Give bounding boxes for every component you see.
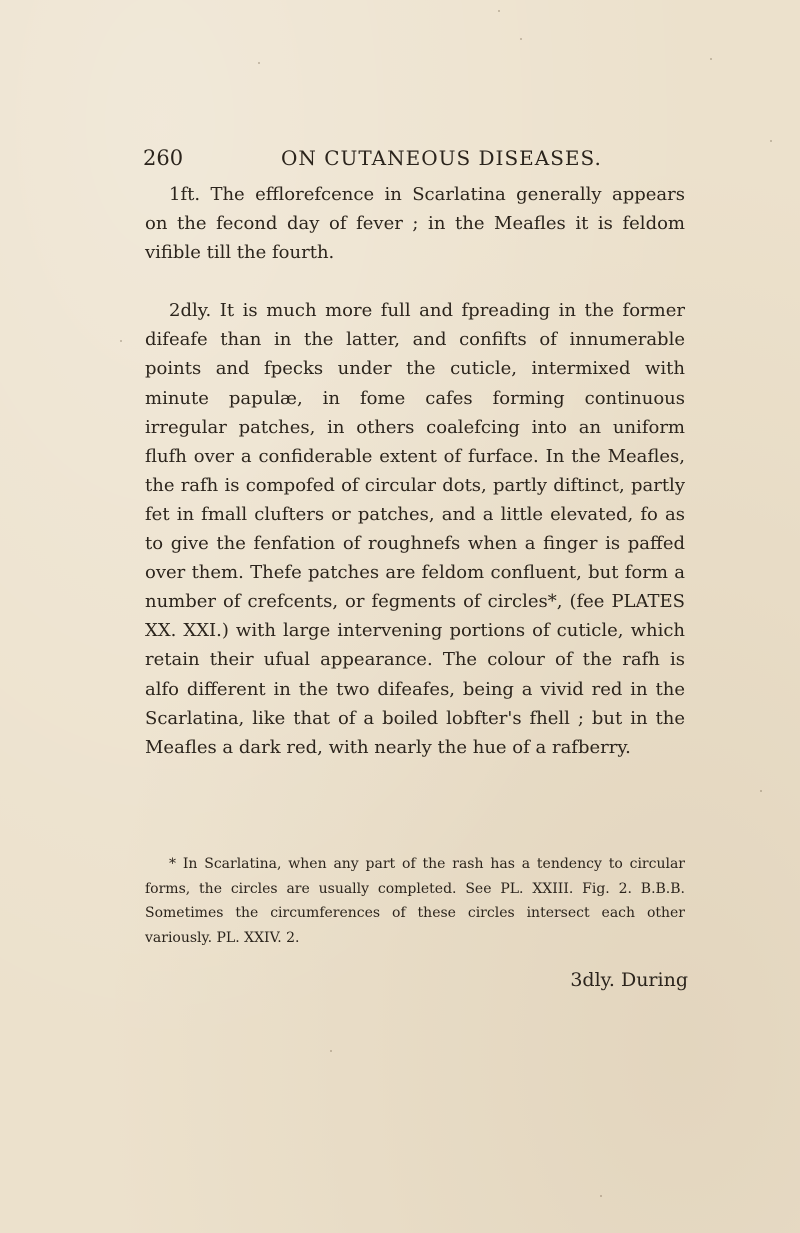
paper-speck [710, 58, 712, 60]
page-header [143, 143, 603, 173]
page-number: 260 [143, 146, 184, 170]
running-title: ON CUTANEOUS DISEASES. [281, 146, 602, 170]
paper-speck [258, 62, 260, 64]
paper-speck [760, 790, 762, 792]
catchword: 3dly. During [570, 969, 688, 991]
main-text [145, 180, 685, 762]
paper-speck [330, 1050, 332, 1052]
footnote: * In Scarlatina, when any part of the rash has a tendency to circular forms, the circles are usually completed. See PL. XXIII. Fig. 2. B.B.B. Sometimes the circumferences of these circles intersect each other variously. PL. XXIV. 2. [145, 856, 685, 946]
paragraph-first: 1ft. The efflorefcence in Scarlatina generally appears on the fecond day of fever ; in the Meafles it is feldom vifible till the fourth. [145, 184, 685, 264]
paper-speck [770, 140, 772, 142]
paper-speck [120, 340, 122, 342]
paper-speck [498, 10, 500, 12]
paragraph-second: 2dly. It is much more full and fpreading in the former difeafe than in the latter, and confifts of innumerable points and fpecks under the cuticle, intermixed with minute papulæ, in fome cafes forming continuous irregular patches, in others coalefcing into an uniform flufh over a confiderable extent of furface. In the Meafles, the rafh is compofed of circular dots, partly diftinct, partly fet in fmall clufters or patches, and a little elevated, fo as to give the fenfation of roughnefs when a finger is paffed over them. Thefe patches are feldom confluent, but form a number of crefcents, or fegments of circles*, (fee PLATES XX. XXI.) with large intervening portions of cuticle, which retain their ufual appearance. The colour of the rafh is alfo different in the two difeafes, being a vivid red in the Scarlatina, like that of a boiled lobfter's fhell ; but in the Meafles a dark red, with nearly the hue of a rafberry. [145, 300, 685, 758]
paper-speck [600, 1195, 602, 1197]
paper-speck [520, 38, 522, 40]
